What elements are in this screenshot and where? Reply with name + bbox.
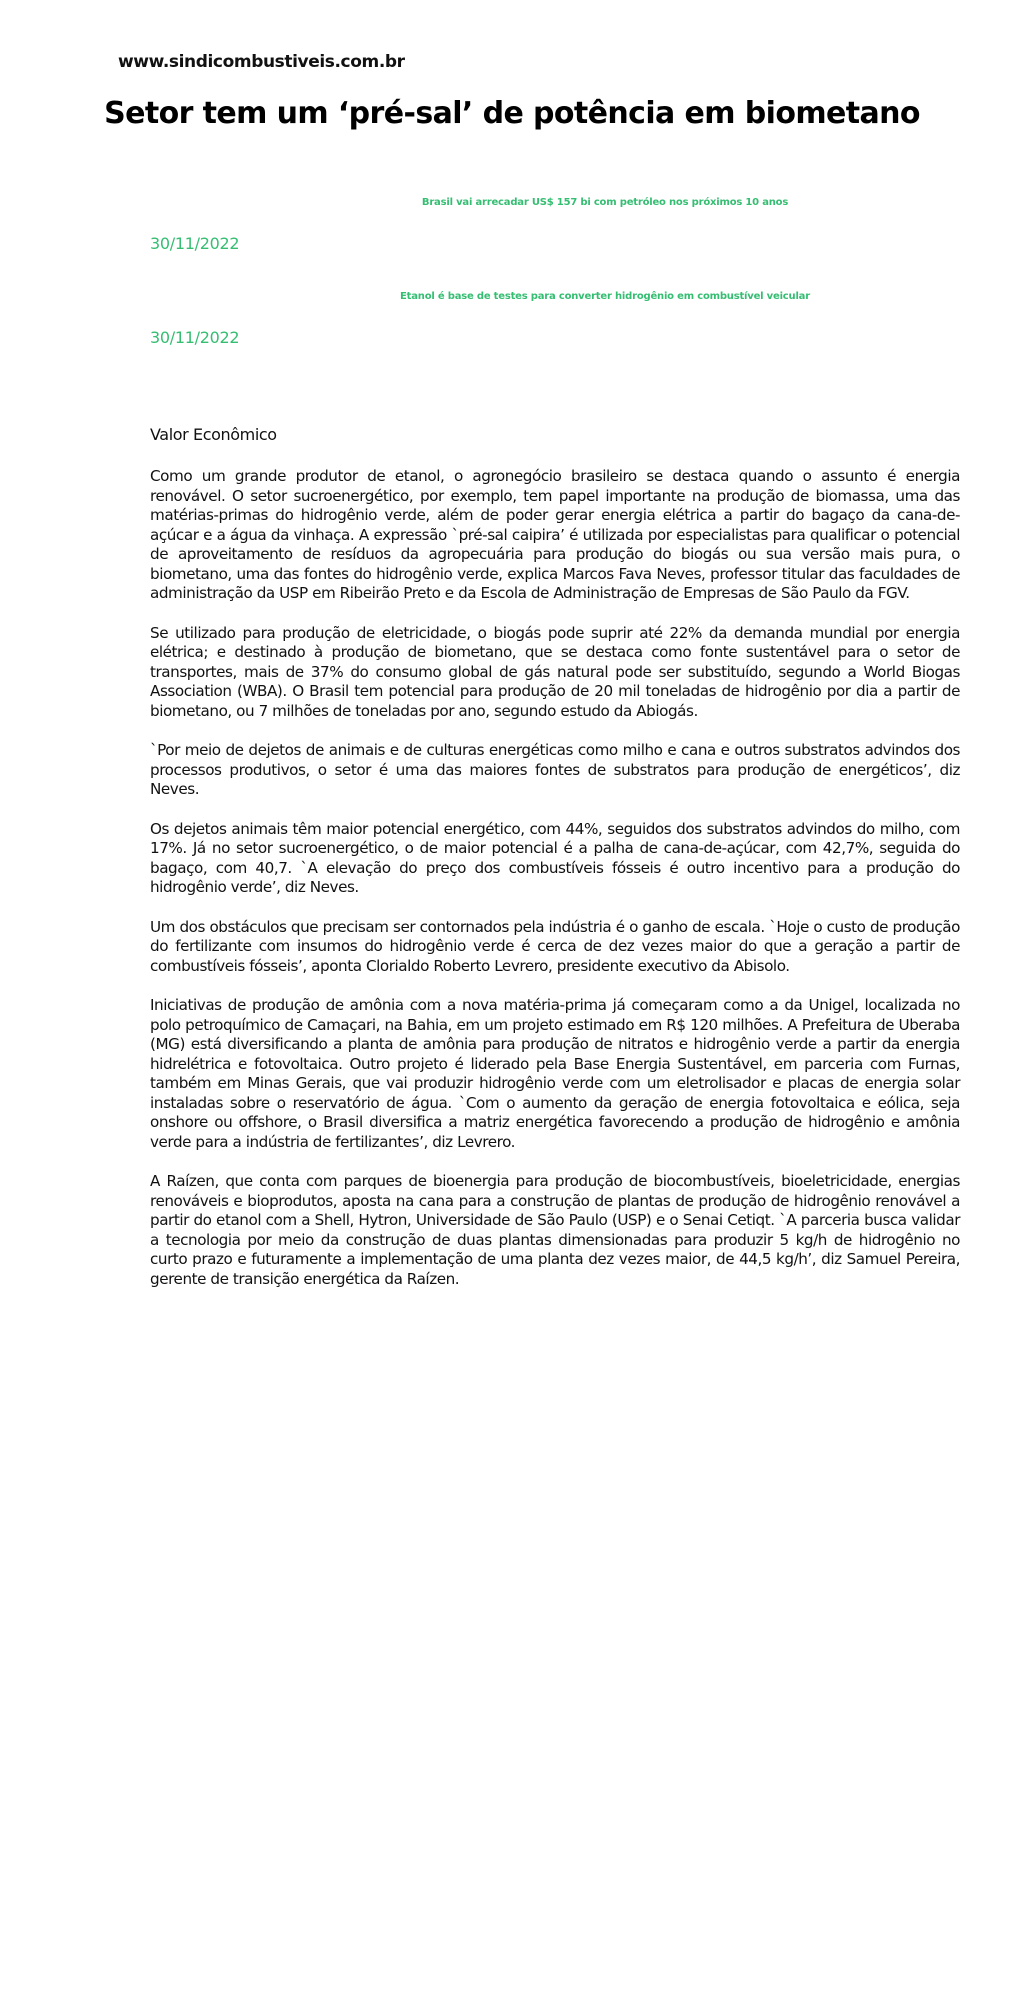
related-article-date: 30/11/2022 <box>150 328 240 347</box>
article-body <box>150 425 960 1309</box>
article-paragraph: A Raízen, que conta com parques de bioenergia para produção de biocombustíveis, bioeletricidade, energias renováveis e bioprodutos, aposta na cana para a construção de plantas de produção de hidrogênio renovável a partir do etanol com a Shell, Hytron, Universidade de São Paulo (USP) e o Senai Cetiqt. `A parceria busca validar a tecnologia por meio da construção de duas plantas dimensionadas para produzir 5 kg/h de hidrogênio no curto prazo e futuramente a implementação de uma planta dez vezes maior, de 44,5 kg/h’, diz Samuel Pereira, gerente de transição energética da Raízen. <box>150 1172 960 1288</box>
site-url: www.sindicombustiveis.com.br <box>118 52 405 72</box>
related-article-date: 30/11/2022 <box>150 234 240 253</box>
article-paragraph: Um dos obstáculos que precisam ser contornados pela indústria é o ganho de escala. `Hoje o custo de produção do fertilizante com insumos do hidrogênio verde é cerca de dez vezes maior do que a geração a partir de combustíveis fósseis’, aponta Clorialdo Roberto Levrero, presidente executivo da Abisolo. <box>150 917 960 975</box>
article-paragraph: Os dejetos animais têm maior potencial energético, com 44%, seguidos dos substratos advindos do milho, com 17%. Já no setor sucroenergético, o de maior potencial é a palha de cana-de-açúcar, com 42,7%, seguida do bagaço, com 40,7. `A elevação do preço dos combustíveis fósseis é outro incentivo para a produção do hidrogênio verde’, diz Neves. <box>150 819 960 896</box>
related-article-2 <box>150 291 960 347</box>
related-article-1 <box>150 197 960 253</box>
page-title: Setor tem um ‘pré-sal’ de potência em biometano <box>104 96 920 131</box>
article-paragraph: `Por meio de dejetos de animais e de culturas energéticas como milho e cana e outros substratos advindos dos processos produtivos, o setor é uma das maiores fontes de substratos para produção de energéticos’, diz Neves. <box>150 741 960 798</box>
article-paragraph: Como um grande produtor de etanol, o agronegócio brasileiro se destaca quando o assunto é energia renovável. O setor sucroenergético, por exemplo, tem papel importante na produção de biomassa, uma das matérias-primas do hidrogênio verde, além de poder gerar energia elétrica a partir do bagaço da cana-de-açúcar e a água da vinhaça. A expressão `pré-sal caipira’ é utilizada por especialistas para qualificar o potencial de aproveitamento de resíduos da agropecuária para produção do biogás ou sua versão mais pura, o biometano, uma das fontes do hidrogênio verde, explica Marcos Fava Neves, professor titular das faculdades de administração da USP em Ribeirão Preto e da Escola de Administração de Empresas de São Paulo da FGV. <box>150 467 960 602</box>
article-source: Valor Econômico <box>150 425 277 444</box>
article-paragraph: Se utilizado para produção de eletricidade, o biogás pode suprir até 22% da demanda mundial por energia elétrica; e destinado à produção de biometano, que se destaca como fonte sustentável para o setor de transportes, mais de 37% do consumo global de gás natural pode ser substituído, segundo a World Biogas Association (WBA). O Brasil tem potencial para produção de 20 mil toneladas de hidrogênio por dia a partir de biometano, ou 7 milhões de toneladas por ano, segundo estudo da Abiogás. <box>150 623 960 720</box>
article-paragraph: Iniciativas de produção de amônia com a nova matéria-prima já começaram como a da Unigel, localizada no polo petroquímico de Camaçari, na Bahia, em um projeto estimado em R$ 120 milhões. A Prefeitura de Uberaba (MG) está diversificando a planta de amônia para produção de nitratos e hidrogênio verde a partir da energia hidrelétrica e fotovoltaica. Outro projeto é liderado pela Base Energia Sustentável, em parceria com Furnas, também em Minas Gerais, que vai produzir hidrogênio verde com um eletrolisador e placas de energia solar instaladas sobre o reservatório de água. `Com o aumento da geração de energia fotovoltaica e eólica, seja onshore ou offshore, o Brasil diversifica a matriz energética favorecendo a produção de hidrogênio e amônia verde para a indústria de fertilizantes’, diz Levrero. <box>150 996 960 1151</box>
related-article-link[interactable]: Brasil vai arrecadar US$ 157 bi com petróleo nos próximos 10 anos <box>421 197 789 208</box>
related-article-link[interactable]: Etanol é base de testes para converter hidrogênio em combustível veicular <box>400 291 810 302</box>
